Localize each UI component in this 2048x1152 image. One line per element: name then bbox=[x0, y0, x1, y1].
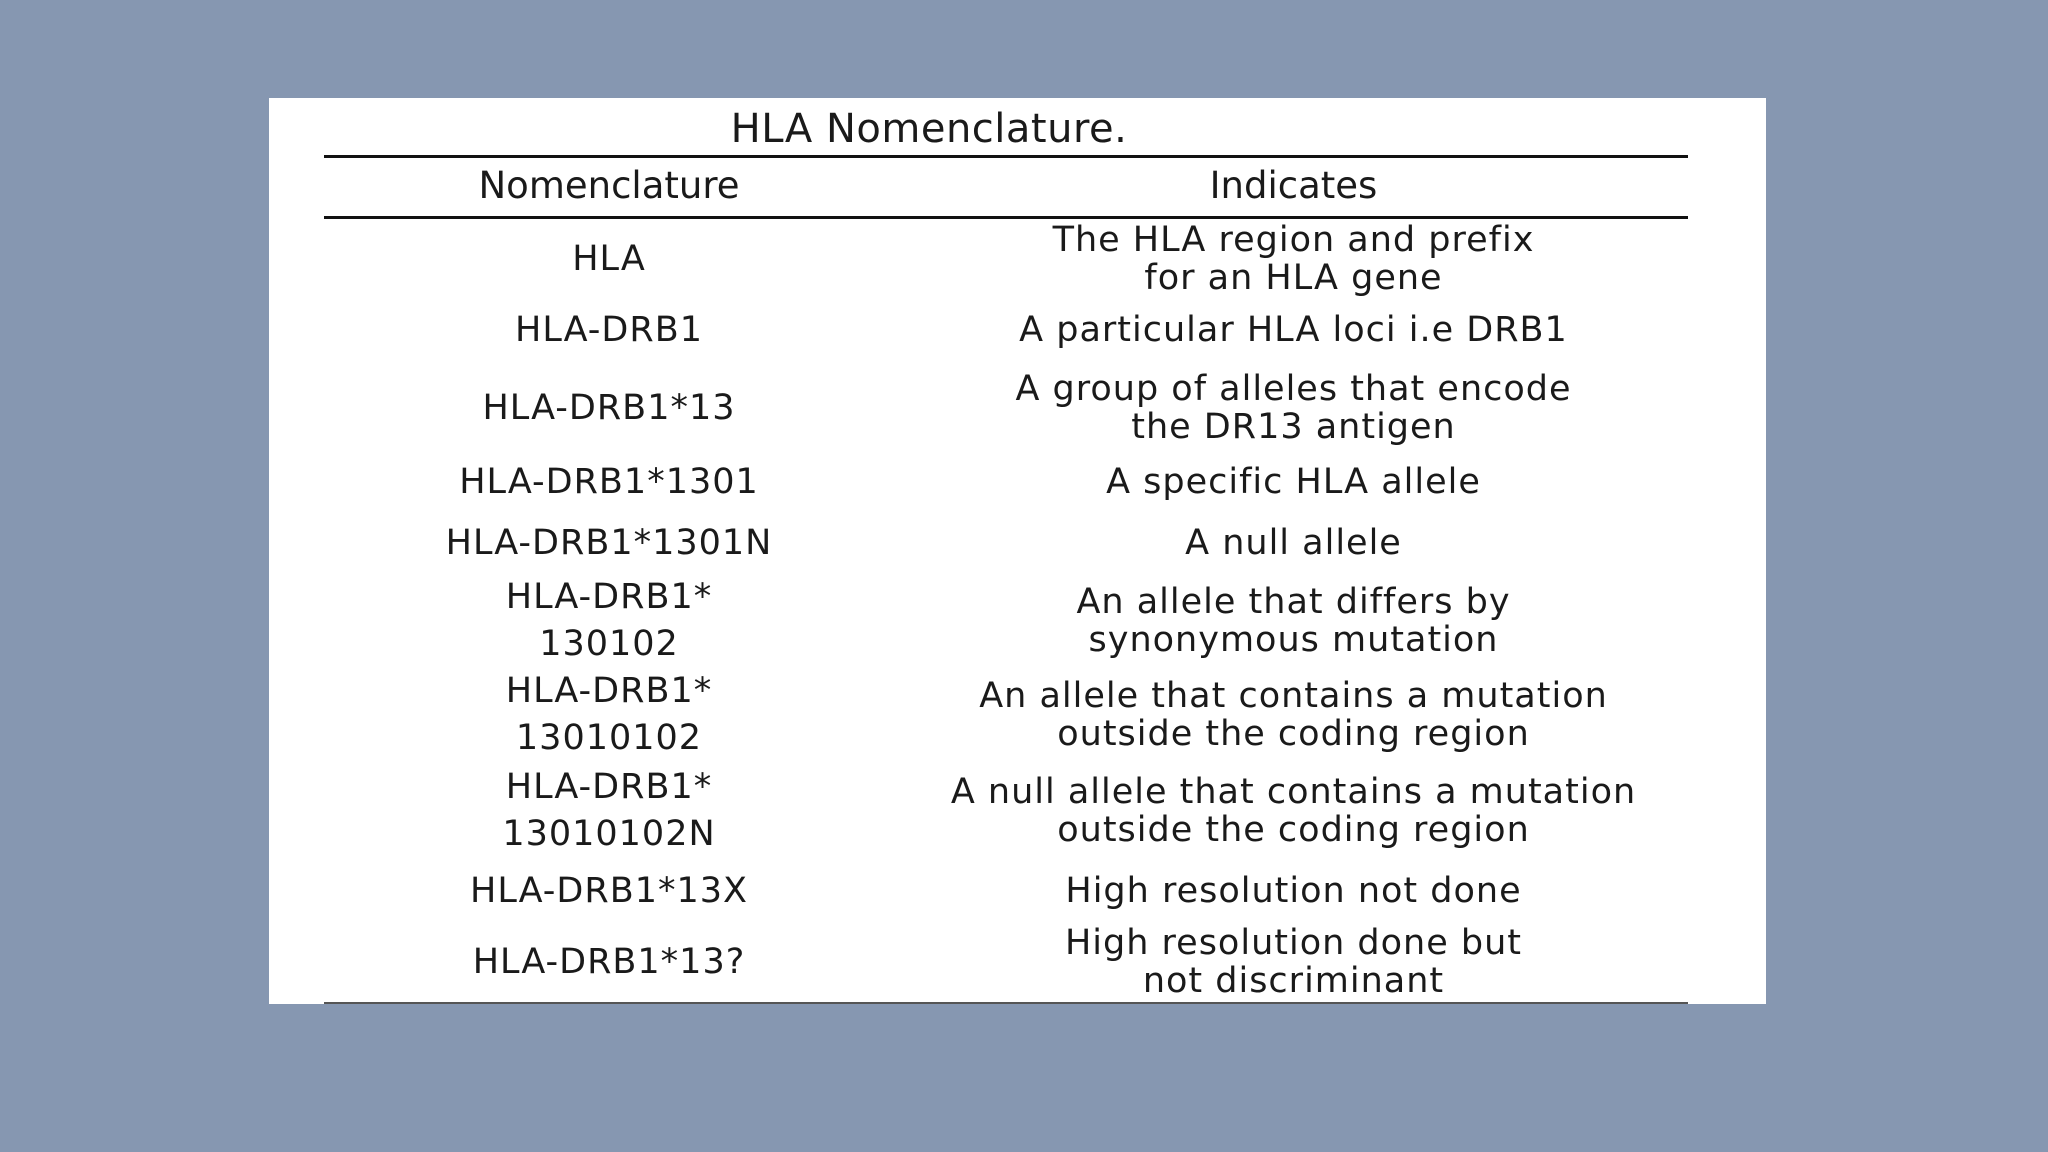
header-rule bbox=[324, 216, 1688, 219]
indicates-cell: A specific HLA allele bbox=[1106, 462, 1481, 502]
table-row bbox=[324, 300, 1688, 360]
table-row bbox=[324, 220, 1688, 298]
table-row bbox=[324, 574, 1688, 668]
nomenclature-cell: HLA-DRB1* 13010102N bbox=[502, 767, 716, 854]
indicates-cell: High resolution done but not discriminant bbox=[1064, 923, 1523, 1001]
indicates-cell: A null allele bbox=[1185, 523, 1402, 563]
table-row bbox=[324, 922, 1688, 1002]
nomenclature-cell: HLA-DRB1*1301 bbox=[459, 461, 759, 502]
indicates-cell: The HLA region and prefix for an HLA gene bbox=[1052, 220, 1535, 298]
bottom-rule bbox=[324, 1002, 1688, 1004]
nomenclature-cell: HLA-DRB1*1301N bbox=[445, 522, 773, 563]
table-row bbox=[324, 668, 1688, 762]
nomenclature-cell: HLA bbox=[572, 238, 646, 279]
nomenclature-cell: HLA-DRB1* 13010102 bbox=[505, 671, 713, 758]
indicates-cell: High resolution not done bbox=[1065, 871, 1522, 911]
indicates-cell: An allele that contains a mutation outside the coding region bbox=[979, 676, 1608, 754]
column-header-indicates: Indicates bbox=[1209, 164, 1378, 207]
indicates-cell: An allele that differs by synonymous mutation bbox=[1076, 582, 1511, 660]
table-row bbox=[324, 454, 1688, 510]
indicates-cell: A group of alleles that encode the DR13 antigen bbox=[1015, 369, 1572, 447]
table-row bbox=[324, 366, 1688, 450]
nomenclature-cell: HLA-DRB1*13 bbox=[482, 387, 736, 428]
nomenclature-cell: HLA-DRB1 bbox=[515, 309, 703, 350]
indicates-cell: A null allele that contains a mutation outside the coding region bbox=[950, 772, 1637, 850]
table-panel bbox=[269, 98, 1766, 1004]
nomenclature-cell: HLA-DRB1*13X bbox=[470, 870, 748, 911]
nomenclature-cell: HLA-DRB1*13? bbox=[472, 941, 746, 982]
table-title: HLA Nomenclature. bbox=[730, 106, 1128, 152]
table-row bbox=[324, 862, 1688, 920]
column-header-nomenclature: Nomenclature bbox=[478, 164, 740, 207]
indicates-cell: A particular HLA loci i.e DRB1 bbox=[1019, 310, 1568, 350]
nomenclature-cell: HLA-DRB1* 130102 bbox=[505, 577, 713, 664]
table-row bbox=[324, 764, 1688, 858]
table-row bbox=[324, 514, 1688, 572]
